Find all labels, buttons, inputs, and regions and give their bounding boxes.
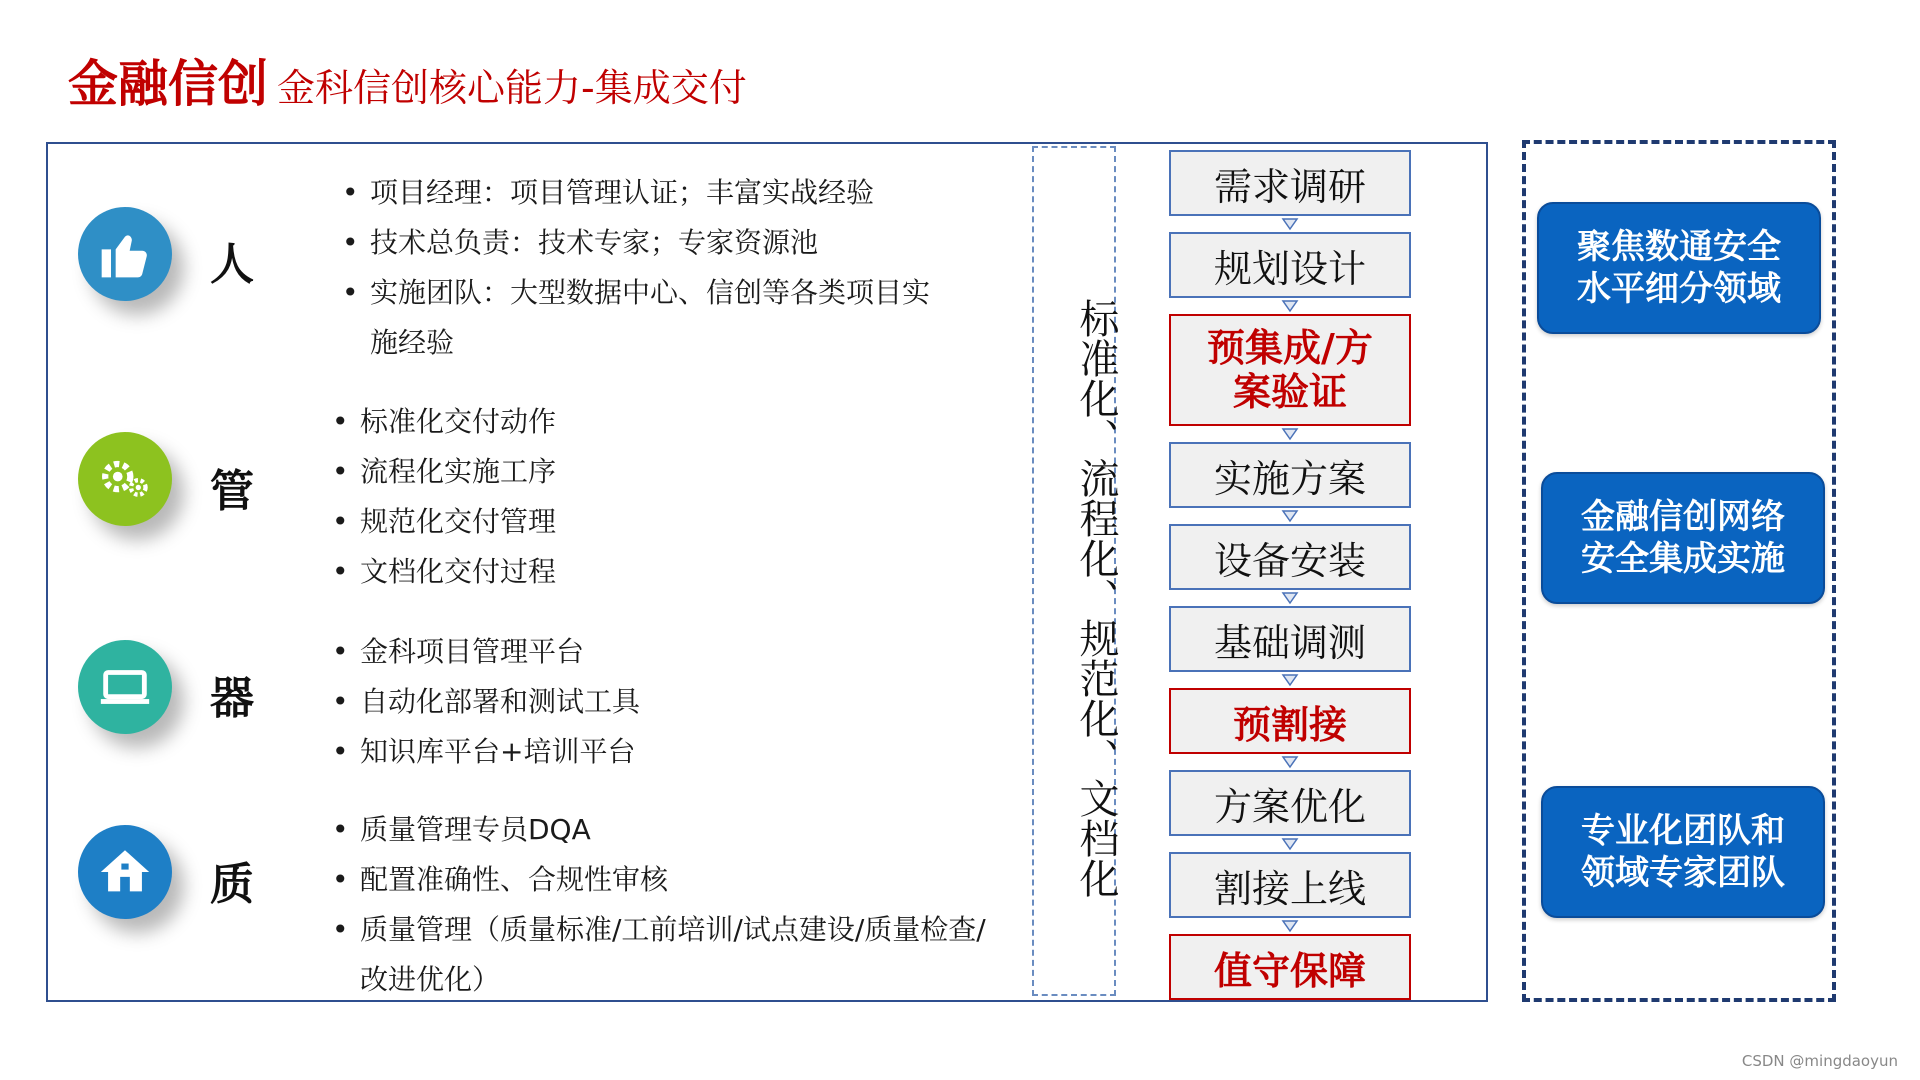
- house-icon: [78, 825, 172, 919]
- standardization-column: [1032, 146, 1119, 996]
- list-item: • 质量管理专员DQA: [332, 805, 986, 855]
- arrow-down-icon: [1281, 299, 1299, 313]
- capability-line: 安全集成实施: [1581, 539, 1785, 579]
- capability-line: 水平细分领域: [1577, 269, 1781, 309]
- gears-icon: [78, 432, 172, 526]
- step-box: 设备安装: [1169, 524, 1411, 590]
- step-box: 规划设计: [1169, 232, 1411, 298]
- list-item: • 金科项目管理平台: [332, 627, 640, 677]
- step-box: 割接上线: [1169, 852, 1411, 918]
- laptop-icon: [78, 640, 172, 734]
- capability-box: [1541, 472, 1825, 604]
- list-item: • 文档化交付过程: [332, 547, 556, 597]
- arrow-down-icon: [1281, 919, 1299, 933]
- step-box: 实施方案: [1169, 442, 1411, 508]
- list-item: • 流程化实施工序: [332, 447, 556, 497]
- page-subtitle: 金科信创核心能力-集成交付: [277, 66, 747, 110]
- arrow-down-icon: [1281, 217, 1299, 231]
- category-label-quality: 质: [210, 859, 254, 910]
- capability-line: 聚焦数通安全: [1577, 227, 1781, 267]
- bullet-list-quality: [332, 805, 986, 1005]
- category-label-people: 人: [210, 239, 254, 290]
- list-item: • 规范化交付管理: [332, 497, 556, 547]
- list-item: • 技术总负责：技术专家；专家资源池: [342, 218, 930, 268]
- list-item: • 配置准确性、合规性审核: [332, 855, 986, 905]
- step-box: 预集成/方案验证: [1169, 314, 1411, 426]
- capability-line: 金融信创网络: [1581, 497, 1785, 537]
- category-label-tools: 器: [210, 673, 254, 724]
- list-item: • 质量管理（质量标准/工前培训/试点建设/质量检查/: [332, 905, 986, 955]
- arrow-down-icon: [1281, 755, 1299, 769]
- bullet-list-management: [332, 397, 556, 597]
- arrow-down-icon: [1281, 427, 1299, 441]
- vertical-label: 标准化、流程化、规范化、文档化: [1073, 298, 1119, 898]
- arrow-down-icon: [1281, 673, 1299, 687]
- bullet-list-tools: [332, 627, 640, 777]
- page-title: 金融信创: [68, 55, 268, 113]
- list-item-continuation: 改进优化）: [360, 963, 501, 996]
- step-box: 基础调测: [1169, 606, 1411, 672]
- capability-line: 专业化团队和: [1581, 811, 1785, 851]
- step-box: 方案优化: [1169, 770, 1411, 836]
- step-box: 预割接: [1169, 688, 1411, 754]
- capability-box: [1537, 202, 1821, 334]
- list-item: • 自动化部署和测试工具: [332, 677, 640, 727]
- arrow-down-icon: [1281, 837, 1299, 851]
- bullet-list-people: [342, 168, 930, 368]
- watermark: CSDN @mingdaoyun: [1741, 1052, 1898, 1070]
- list-item: • 标准化交付动作: [332, 397, 556, 447]
- step-box: 值守保障: [1169, 934, 1411, 1000]
- arrow-down-icon: [1281, 509, 1299, 523]
- step-box: 需求调研: [1169, 150, 1411, 216]
- capability-line: 领域专家团队: [1581, 853, 1785, 893]
- capability-box: [1541, 786, 1825, 918]
- category-label-management: 管: [210, 466, 254, 517]
- list-item-continuation: 施经验: [370, 326, 455, 359]
- list-item: • 实施团队：大型数据中心、信创等各类项目实: [342, 268, 930, 318]
- list-item: • 项目经理：项目管理认证；丰富实战经验: [342, 168, 930, 218]
- thumbs-up-icon: [78, 207, 172, 301]
- arrow-down-icon: [1281, 591, 1299, 605]
- list-item: • 知识库平台+培训平台: [332, 727, 640, 777]
